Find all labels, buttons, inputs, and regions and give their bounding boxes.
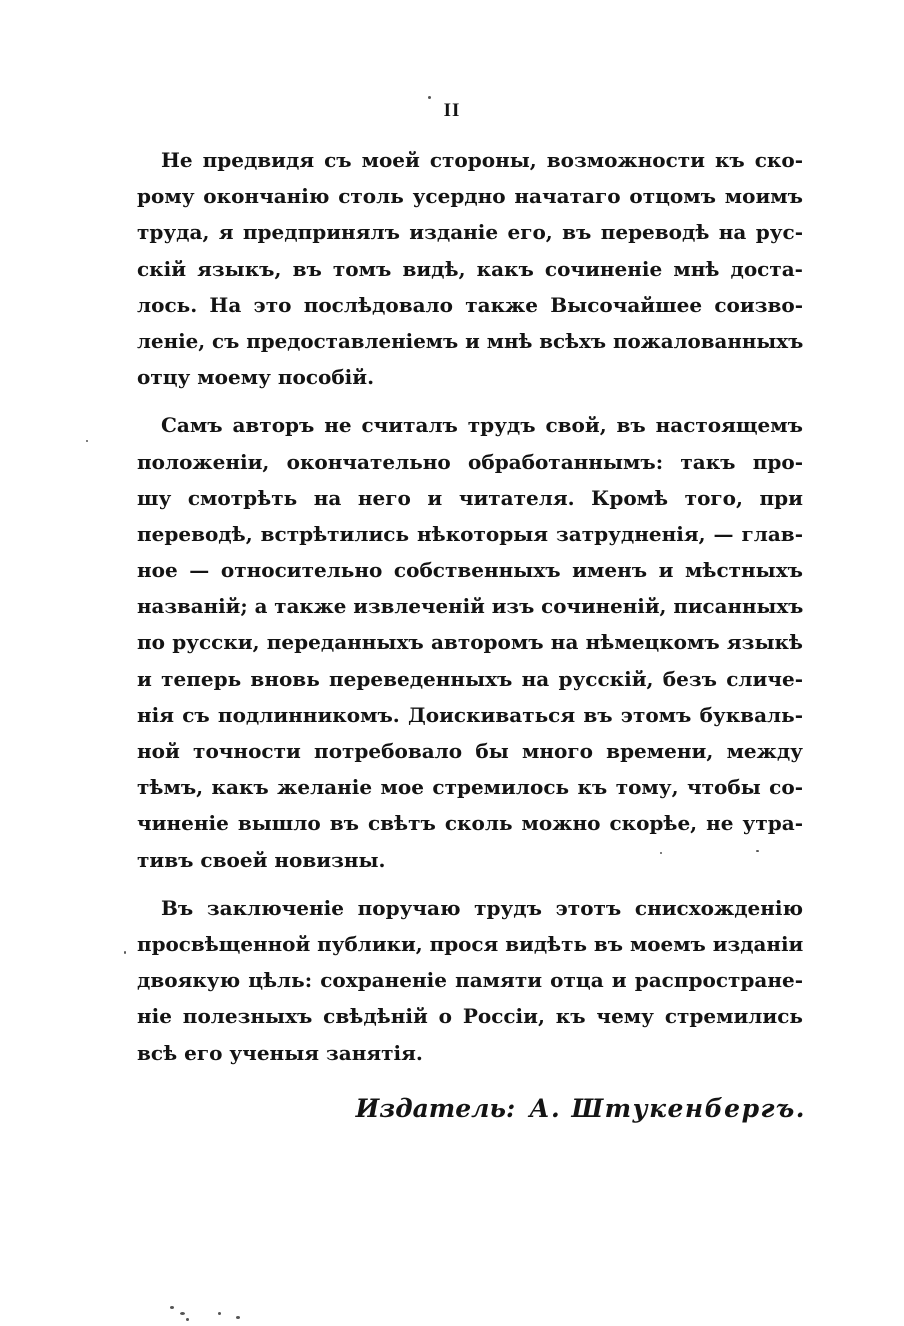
text-line: скій языкъ, въ томъ видѣ, какъ сочиненіе мнѣ доста- bbox=[137, 256, 803, 281]
scan-speck bbox=[124, 951, 126, 954]
paragraph-1 bbox=[137, 142, 803, 395]
preface-text bbox=[137, 142, 803, 1083]
text-line: труда, я предпринялъ изданіе его, въ переводѣ на рус- bbox=[137, 220, 803, 245]
publisher-signature bbox=[356, 1094, 806, 1123]
text-line: Въ заключеніе поручаю трудъ этотъ снисхожденію bbox=[161, 895, 803, 920]
text-line: ніе полезныхъ свѣдѣній о Россіи, къ чему стремились bbox=[137, 1004, 803, 1029]
text-line: названій; а также извлеченій изъ сочиненій, писанныхъ bbox=[137, 594, 804, 619]
text-line: тивъ своей новизны. bbox=[137, 847, 386, 872]
text-line: всѣ его ученыя занятія. bbox=[137, 1040, 423, 1065]
text-line: лось. На это послѣдовало также Высочайшее соизво- bbox=[137, 292, 803, 317]
signature-label: Издатель: bbox=[355, 1094, 516, 1123]
text-line: тѣмъ, какъ желаніе мое стремилось къ тому, чтобы со- bbox=[137, 775, 803, 800]
paragraph-2 bbox=[137, 407, 803, 877]
text-line: по русски, переданныхъ авторомъ на нѣмецкомъ языкѣ bbox=[137, 630, 803, 655]
scan-speck bbox=[170, 1306, 174, 1309]
scan-speck bbox=[218, 1312, 221, 1315]
page-number: II bbox=[443, 100, 461, 121]
text-line: чиненіе вышло въ свѣтъ сколь можно скорѣе, не утра- bbox=[137, 811, 803, 836]
scan-speck bbox=[236, 1316, 240, 1319]
text-line: рому окончанію столь усердно начатаго отцомъ моимъ bbox=[137, 184, 803, 209]
signature-name: А. Штукенбергъ. bbox=[529, 1094, 806, 1123]
paragraph-3 bbox=[137, 890, 803, 1071]
text-line: положеніи, окончательно обработаннымъ: такъ про- bbox=[137, 449, 803, 474]
scan-speck bbox=[186, 1318, 189, 1321]
text-line: и теперь вновь переведенныхъ на русскій, безъ сличе- bbox=[137, 666, 803, 691]
scan-speck bbox=[756, 850, 759, 852]
text-line: шу смотрѣть на него и читателя. Кромѣ того, при bbox=[137, 485, 803, 510]
scan-speck bbox=[86, 440, 88, 442]
scan-speck bbox=[428, 96, 431, 99]
text-line: ное — относительно собственныхъ именъ и мѣстныхъ bbox=[137, 558, 803, 583]
text-line: двоякую цѣль: сохраненіе памяти отца и распростране- bbox=[137, 968, 803, 993]
text-line: Не предвидя съ моей стороны, возможности къ ско- bbox=[161, 148, 803, 172]
text-line: леніе, съ предоставленіемъ и мнѣ всѣхъ пожалованныхъ bbox=[137, 328, 804, 353]
text-line: просвѣщенной публики, прося видѣть въ моемъ изданіи bbox=[137, 931, 804, 956]
text-line: переводѣ, встрѣтились нѣкоторыя затрудненія, — глав- bbox=[137, 521, 803, 546]
text-line: ной точности потребовало бы много времени, между bbox=[137, 739, 803, 763]
text-line: Самъ авторъ не считалъ трудъ свой, въ настоящемъ bbox=[161, 413, 803, 438]
text-line: отцу моему пособій. bbox=[137, 365, 375, 390]
scan-speck bbox=[180, 1312, 185, 1315]
scan-speck bbox=[660, 852, 662, 854]
text-line: нія съ подлинникомъ. Доискиваться въ этомъ букваль- bbox=[137, 702, 803, 727]
